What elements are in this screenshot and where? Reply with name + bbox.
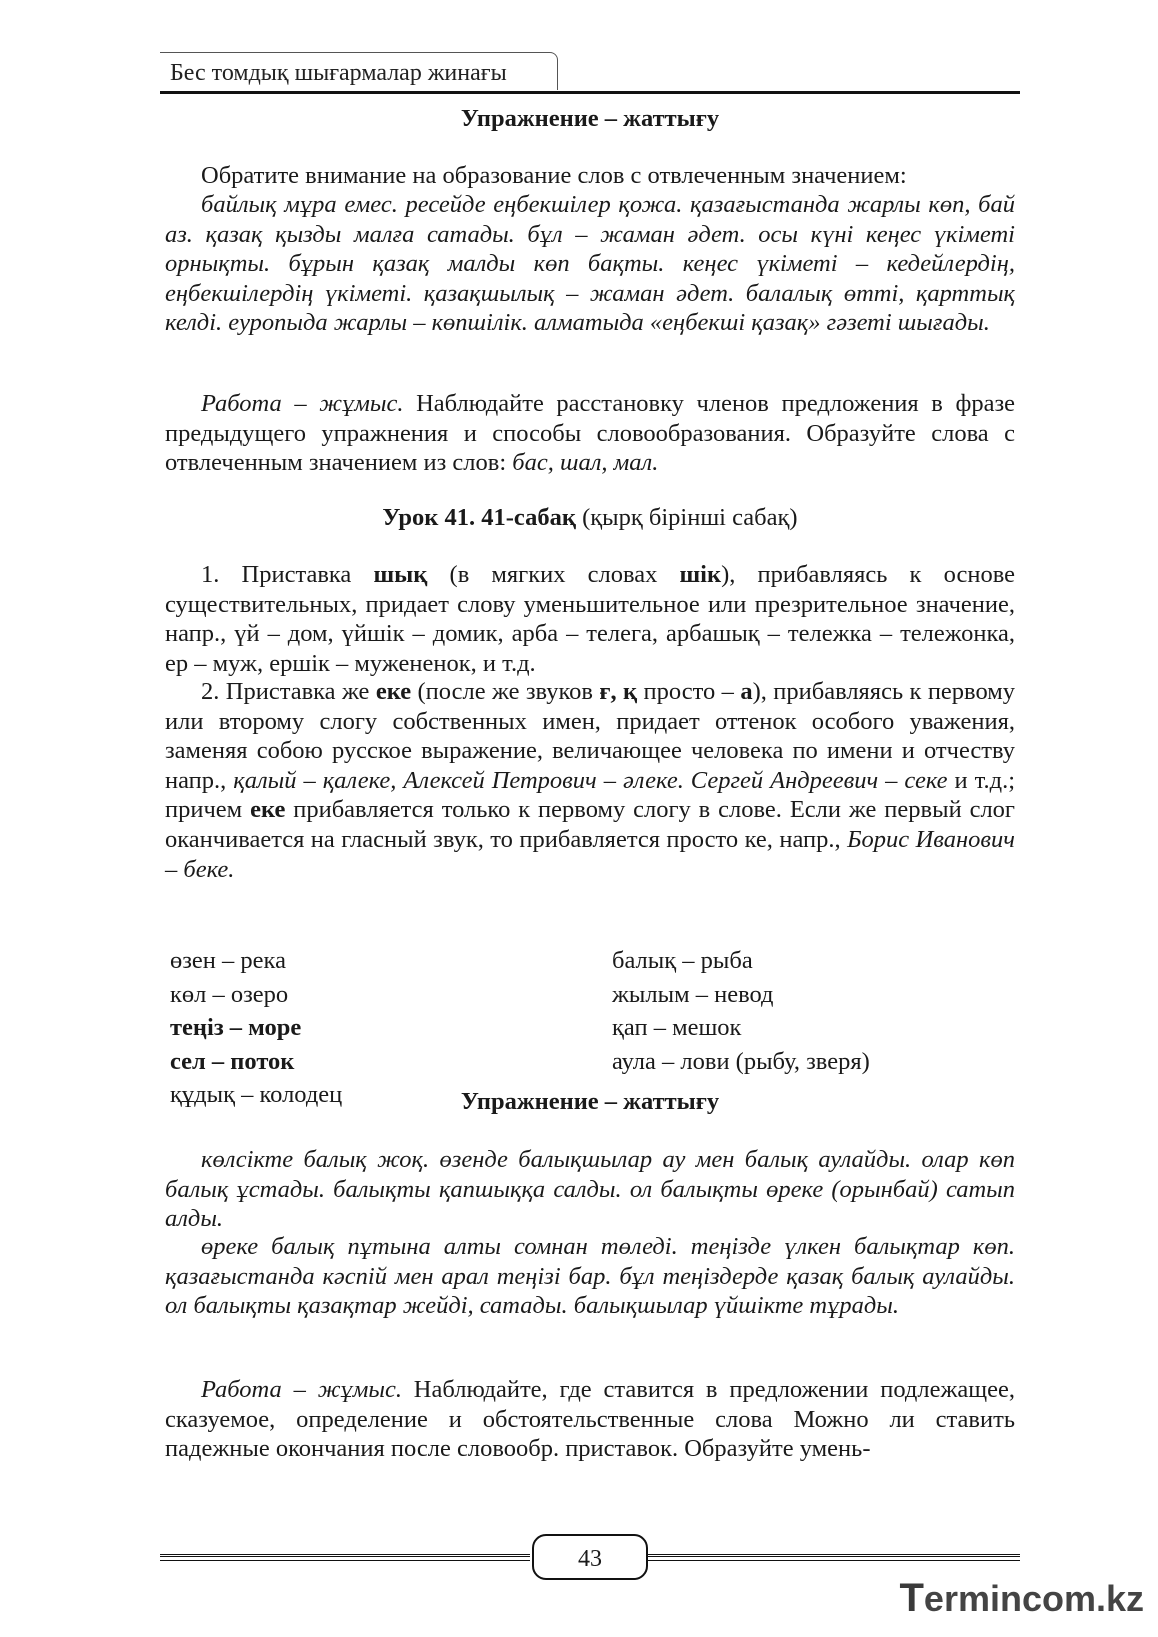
rule2-italic: Борис Иванович – беке. [165, 825, 1015, 883]
exercise-text-2a: көлсікте балық жоқ. өзенде балықшылар ау мен балық аулайды. олар көп балық ұстады. балықты қапшыққа салды. ол балықты өреке (орынбай) сатып алды. [165, 1146, 1015, 1233]
rule2-bold: а [740, 678, 753, 705]
task-label: Работа – жұмыс. [201, 1376, 402, 1403]
rule2-text: прибавляется только к первому слогу в слове. Если же первый слог оканчивается на гласный звук, то прибавляется просто ке, напр., [165, 796, 1015, 853]
lesson-title-rest: (қырқ бірінші сабақ) [575, 504, 798, 531]
vocabulary-item: сел – поток [170, 1047, 295, 1075]
vocabulary-item: теңіз – море [170, 1014, 302, 1042]
exercise-intro: Обратите внимание на образование слов с отвлеченным значением: [201, 162, 907, 189]
watermark-letter: T [899, 1576, 924, 1620]
lesson-heading [165, 503, 1015, 533]
vocabulary-item: балық – рыба [612, 947, 753, 974]
task-paragraph-2 [165, 1375, 1015, 1464]
vocabulary-item: жылым – невод [612, 980, 774, 1008]
rule2-text: просто – [637, 678, 741, 705]
vocabulary-item: құдық – колодец [170, 1081, 343, 1109]
exercise-text-2b: өреке балық пұтына алты сомнан төледі. теңізде үлкен балықтар көп. қазағыстанда кәспій мен арал теңізі бар. бұл теңіздерде қазақ балық аулайды. ол балықты қазақтар жейді, сатады. балықшылар үйшікте тұрады. [165, 1233, 1015, 1320]
footer-rule-left [160, 1554, 530, 1561]
task-text: Наблюдайте, где ставится в предложении подлежащее, сказуемое, определение и обстоятельственные слова Можно ли ставить падежные окончания после словообр. приставок. Образуйте умень- [165, 1376, 1015, 1463]
rule1-text: (в мягких словах [427, 561, 680, 588]
rule2-text: и т.д.; причем [165, 766, 1015, 824]
task-paragraph-1 [165, 389, 1015, 478]
task-text: Наблюдайте расстановку членов предложения в фразе предыдущего упражнения и способы словообразования. Образуйте слова с отвлеченным значением из слов: [165, 390, 1015, 477]
rule1-bold: шық [373, 561, 428, 588]
running-header [160, 52, 1020, 92]
vocabulary-item: қап – мешок [612, 1014, 742, 1042]
header-rule [160, 91, 1020, 94]
rule1-bold: шік [679, 561, 722, 588]
rule2-text: ), прибавляясь к первому или второму слогу собственных имен, придает оттенок особого уважения, заменяя собою русское выражение, величающее человека по имени и отчеству напр., [165, 678, 1015, 794]
task-words: бас, шал, мал. [512, 449, 659, 477]
rule2-italic: қалый – қалеке, Алексей Петрович – әлеке. Сергей Андреевич – секе [233, 766, 948, 794]
rule-paragraph-1 [165, 560, 1015, 678]
page-number: 43 [532, 1534, 648, 1580]
watermark-logo [899, 1576, 1144, 1621]
running-title: Бес томдық шығармалар жинағы [160, 52, 558, 90]
rule2-bold: ғ, қ [599, 678, 638, 705]
exercise-text-1: байлық мұра емес. ресейде еңбекшілер қожа. қазағыстанда жарлы көп, бай аз. қазақ қызды малға сатады. бұл – жаман әдет. осы күні кеңес үкіметі орнықты. бұрын қазақ малды көп бақты. кеңес үкіметі – кедейлердің, еңбекшілердің үкіметі. қазақшылық – жаман әдет. балалық өтті, қарттық келді. еуропыда жарлы – көпшілік. алматыда «еңбекші қазақ» гәзеті шығады. [165, 191, 1015, 337]
rule2-bold: еке [375, 678, 412, 705]
watermark-text: ermincom.kz [923, 1578, 1144, 1619]
exercise-heading-1: Упражнение – жаттығу [460, 105, 720, 132]
rule2-bold: еке [250, 796, 286, 824]
page-footer [160, 1534, 1020, 1594]
rule2-text: 2. Приставка же [201, 678, 376, 705]
vocabulary-item: көл – озеро [170, 980, 289, 1008]
exercise-heading-2: Упражнение – жаттығу [460, 1088, 720, 1115]
vocabulary-item: өзен – река [170, 947, 286, 974]
vocabulary-right-column [612, 944, 870, 1078]
rule1-text: ), прибавляясь к основе существительных, придает слову уменьшительное или презрительное значение, напр., үй – дом, үйшік – домик, арба – телега, арбашық – тележка – тележонка, ер – муж, ершік – мужененок, и т.д. [165, 561, 1015, 677]
rule-paragraph-2 [165, 677, 1015, 884]
lesson-title-bold: Урок 41. 41-сабақ [382, 504, 576, 531]
vocabulary-item: аула – лови (рыбу, зверя) [612, 1047, 870, 1075]
footer-rule-right [648, 1554, 1020, 1561]
task-label: Работа – жұмыс. [201, 390, 404, 417]
rule2-text: (после же звуков [411, 678, 600, 705]
rule1-text: 1. Приставка [201, 561, 374, 588]
